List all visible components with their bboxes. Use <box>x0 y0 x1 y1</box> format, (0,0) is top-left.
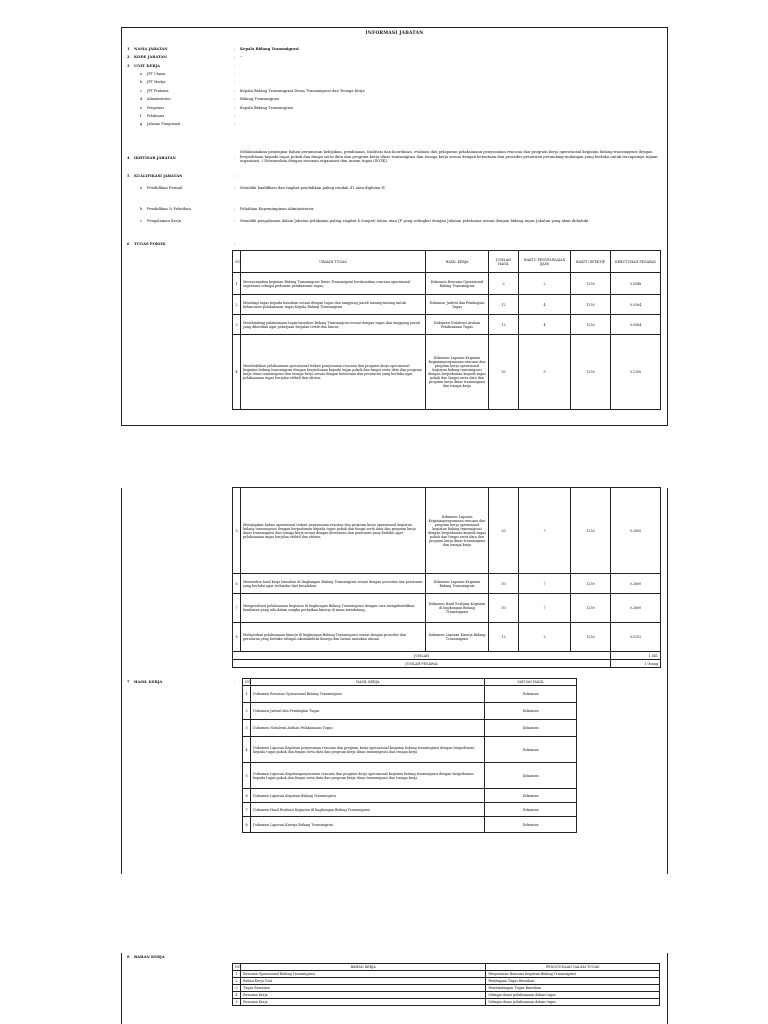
row-number: 3 <box>243 720 251 737</box>
hasil-kerja-cell: Dokumen Notulensi Arahan Pelaksanaan Tugas <box>426 315 489 335</box>
waktu-efektif-cell: 1250 <box>571 315 611 335</box>
jumlah-hasil-cell: 30 <box>489 335 519 410</box>
unit-value: Bidang Transmigrasi <box>240 97 280 101</box>
row-number: 4 <box>233 992 241 999</box>
uraian-tugas-cell: Menyiapkan bahan operasional terkait penyusunan rencana dan program kerja operasional kegiatan bidang transmigrasi dengan berpedoman kepada tugas pokok dan fungsi serta data dan program kerja dinas transmigrasi dan tenaga kerja sesuai dengan ketentuan dan peraturan yang berlaku agar pelaksanaan tugas berjalan efektif dan efisien; <box>241 488 426 574</box>
uraian-tugas-cell: Memeriksa hasil kerja bawahan di lingkungan Bidang Transmigrasi sesuai dengan prosedur dan peraturan yang berlaku agar terhindar dari kesalahan. <box>241 574 426 594</box>
table-header-row: NO HASIL KERJA SATUAN HASIL <box>243 679 577 686</box>
unit-value: Kepala Bidang Transmigrasi Dinas Transmigrasi dan Tenaga Kerja <box>240 89 365 93</box>
table-row <box>243 720 577 737</box>
penggunaan-cell: Sebagai dasar pelaksanaan dalam tugas <box>486 992 660 999</box>
satuan-hasil-cell: Dokumen <box>485 686 577 703</box>
bahan-kerja-cell: Rencana Kerja <box>241 999 486 1006</box>
table-row <box>233 623 661 652</box>
hasil-kerja-cell: Dokumen Laporan Kegiatan Bidang Transmigrasi <box>251 789 485 803</box>
waktu-efektif-cell: 1250 <box>571 295 611 315</box>
row-number: 4 <box>243 737 251 763</box>
unit-label: Pelaksana <box>147 114 165 118</box>
hasil-kerja-cell: Dokumen Hasil Evaluasi Kegiatan di lingkungan Bidang Transmigrasi <box>251 803 485 817</box>
hasil-kerja-cell: Dokumen Laporan Kinerja Bidang Transmigrasi <box>251 817 485 833</box>
hasil-kerja-cell: Dokumen Hasil Evaluasi Kegiatan di lingkungan Bidang Transmigrasi <box>426 594 489 623</box>
hasil-kerja-cell: Dokumen Rencana Operasional Bidang Transmigrasi <box>426 273 489 295</box>
waktu-efektif-cell: 1250 <box>571 335 611 410</box>
satuan-hasil-cell: Dokumen <box>485 817 577 833</box>
uraian-tugas-cell: Mengevaluasi pelaksanaan kegiatan di lingkungan Bidang Transmigrasi dengan cara mengidentifikasi hambatan yang ada dalam rangka perbaikan kinerja di masa mendatang; <box>241 594 426 623</box>
row-number: 4 <box>233 335 241 410</box>
unit-letter: d <box>140 97 143 101</box>
row-number: 6 <box>233 574 241 594</box>
row-number: 8 <box>243 817 251 833</box>
bahan-kerja-cell: Rencana Operasional Bidang Transmigrasi <box>241 971 486 978</box>
row-number: 1 <box>233 273 241 295</box>
waktu-penyelesaian-cell: 5 <box>519 335 571 410</box>
hasil-kerja-cell: Dokumen Jadwal dan Pembagian Tugas <box>426 295 489 315</box>
table-row <box>233 574 661 594</box>
unit-letter: b <box>140 80 143 84</box>
kebutuhan-pegawai-cell: 0.2800 <box>611 488 661 574</box>
tugas-pokok-table <box>232 250 661 410</box>
table-row <box>233 992 660 999</box>
kebutuhan-pegawai-cell: 0.0048 <box>611 273 661 295</box>
row-number: 7 <box>233 594 241 623</box>
unit-label: JPT Pratama <box>147 89 169 93</box>
unit-letter: c <box>140 89 143 93</box>
row-number: 3 <box>233 985 241 992</box>
hasil-kerja-cell: Dokumen Laporan Kinerja Bidang Transmigrasi <box>426 623 489 652</box>
total-label: JUMLAH <box>233 652 611 660</box>
unit-value: Kepala Bidang Transmigrasi <box>240 106 294 110</box>
penggunaan-cell: Penyusunan Rencana Kegiatan Bidang Transmigrasi <box>486 971 660 978</box>
bahan-kerja-cell: Tugas Bawahan <box>241 985 486 992</box>
table-row <box>233 295 661 315</box>
hasil-kerja-cell: Dokumen Rencana Operasional Bidang Transmigrasi <box>251 686 485 703</box>
kebutuhan-pegawai-cell: 0.0384 <box>611 315 661 335</box>
row-number: 3 <box>233 315 241 335</box>
jumlah-hasil-cell: 12 <box>489 315 519 335</box>
table-row <box>243 789 577 803</box>
table-row <box>233 985 660 992</box>
table-row <box>243 703 577 720</box>
table-row <box>243 763 577 789</box>
hasil-kerja-cell: Dokumen Laporan Kegiatanpenyusunan rencana dan program kerja operasional kegiatan bidang transmigrasi dengan berpedoman kepada tugas pokok dan fungsi serta data dan program kerja dinas transmigrasi dan tenaga kerja <box>251 763 485 789</box>
penggunaan-cell: Sebagai dasar pelaksanaan dalam tugas <box>486 999 660 1006</box>
waktu-penyelesaian-cell: 2 <box>519 623 571 652</box>
kebutuhan-pegawai-cell: 0.0384 <box>611 295 661 315</box>
table-row <box>233 335 661 410</box>
uraian-tugas-cell: Membuktikan pelaksanaan operasional terkait penyusunan rencana dan program kerja operasional kegiatan bidang transmigrasi dengan berpedoman kepada tugas pokok dan fungsi serta data dan program kerja dinas transmigrasi dan tenaga kerja sesuai dengan ketentuan dan peraturan yang berlaku agar pelaksanaan tugas berjalan efektif dan efisien; <box>241 335 426 410</box>
jumlah-row <box>233 652 661 660</box>
row-number: 2 <box>243 703 251 720</box>
jumlah-hasil-cell: 30 <box>489 488 519 574</box>
document-page-1: INFORMASI JABATAN 1 NAMA JABATAN : Kepala Bidang Transmigrasi 2 KODE JABATAN : -- 3 UNIT KERJA : a JPT Utama : b JPT Madya : c JPT Pratama : Kepala Bidang Transmigrasi Dinas Transmigrasi dan Tenaga Kerja d Administrator : Bidang Transmigrasi e Pengawas : Kepala Bidang Transmigrasi f Pelaksana : g Jabatan Fungsional : 4 IKHTISAR JABATAN : Melaksanakan penyiapan bahan perumusan kebijakan, pembinaan, fasilitasi dan koordinasi, evaluasi dan pelaporan pelaksanaan penyusunan rencana dan program kerja operasional kegiatan bidang transmigrasi dengan berpedoman kepada tugas pokok dan fungsi serta data dan program kerja dinas transmigrasi dan tenaga kerja sesuai dengan ketentuan dan prosedur peraturan perundang-undangan yang berlaku untuk tercapainya tujuan organisasi. ( Dirumuskan dengan susunan organisasi dan uraian tugas (SOTK). 5 KUALIFIKASI JABATAN : a Pendidikan Formal : Memiliki kualifikasi dan tingkat pendidikan paling rendah S1 atau diploma IV b Pendidikan & Pelatihan : Pelatihan Kepemimpinan Administrator c Pengalaman Kerja : Memiliki pengalaman dalam Jabatan pelaksana paling singkat 4 (empat) tahun atau JF yang setingkat dengan Jabatan pelaksana sesuai dengan bidang tugas Jabatan yang akan diduduki 6 TUGAS POKOK : NO URAIAN TUGAS HASIL KERJA JUMLAH HASIL WAKTU PENYELESAIAN (JAM) WAKTU EFEKTIF KEBUTUHAN PEGAWAI 1 Merencanakan kegiatan Bidang Transmigrasi Dinas Transmigrasi berdasarkan rencana operasional organisasi sebagai pedoman pelaksanaan tugas; Dokumen Rencana Operasional Bidang Transmigrasi 3 2 1250 0.0048 2 Membagi tugas kepada bawahan sesuai dengan tugas dan tanggung jawab masing-masing untuk kelancaran pelaksanaan tugas Kepala Bidang Transmigrasi Dokumen Jadwal dan Pembagian Tugas 12 4 1250 0.0384 3 Membimbing pelaksanaan tugas bawahan Bidang Transmigrasi sesuai dengan tugas dan tanggung jawab yang diberikan agar pekerjaan berjalan tertib dan lancar; Dokumen Notulensi Arahan Pelaksanaan Tugas 12 4 1250 0.0384 4 Membuktikan pelaksanaan operasional terkait penyusunan rencana dan program kerja operasional kegiatan bidang transmigrasi dengan berpedoman kepada tugas pokok dan fungsi serta data dan program kerja dinas transmigrasi dan tenaga kerja sesuai dengan ketentuan dan peraturan yang berlaku agar pelaksanaan tugas berjalan efektif dan efisien; Dokumen Laporan Kegiatan Kegiatanpenyusunan rencana dan program kerja operasional kegiatan bidang transmigrasi dengan berpedoman kepada tugas pokok dan fungsi serta data dan program kerja dinas transmigrasi dan tenaga kerja 30 5 1250 0.1200 <box>121 27 668 426</box>
unit-label: Jabatan Fungsional <box>147 122 181 126</box>
table-row <box>243 737 577 763</box>
row-number: 2 <box>233 978 241 985</box>
penggunaan-cell: Pembagian Tugas Bawahan <box>486 978 660 985</box>
row-number: 6 <box>243 789 251 803</box>
jumlah-hasil-cell: 3 <box>489 273 519 295</box>
table-header-row: NO BAHAN KERJA PENGGUNAAN DALAM TUGAS <box>233 964 660 971</box>
waktu-efektif-cell: 1250 <box>571 488 611 574</box>
hasil-kerja-table <box>242 678 577 833</box>
table-header-row: NO URAIAN TUGAS HASIL KERJA JUMLAH HASIL WAKTU PENYELESAIAN (JAM) WAKTU EFEKTIF KEBUTUHAN PEGAWAI <box>233 251 661 273</box>
waktu-efektif-cell: 1250 <box>571 623 611 652</box>
waktu-efektif-cell: 1250 <box>571 574 611 594</box>
row-number: 5 <box>243 763 251 789</box>
unit-label: JPT Utama <box>147 72 166 76</box>
waktu-penyelesaian-cell: 7 <box>519 594 571 623</box>
tugas-pokok-table-continued <box>232 487 661 668</box>
total-value: 1 Orang <box>611 660 661 668</box>
uraian-tugas-cell: Merencanakan kegiatan Bidang Transmigrasi Dinas Transmigrasi berdasarkan rencana operasional organisasi sebagai pedoman pelaksanaan tugas; <box>241 273 426 295</box>
kebutuhan-pegawai-cell: 0.1200 <box>611 335 661 410</box>
row-number: 1 <box>233 971 241 978</box>
uraian-tugas-cell: Membagi tugas kepada bawahan sesuai dengan tugas dan tanggung jawab masing-masing untuk kelancaran pelaksanaan tugas Kepala Bidang Transmigrasi <box>241 295 426 315</box>
jumlah-hasil-cell: 30 <box>489 574 519 594</box>
waktu-penyelesaian-cell: 7 <box>519 574 571 594</box>
row-number: 8 <box>233 623 241 652</box>
ikhtisar-value: Melaksanakan penyiapan bahan perumusan kebijakan, pembinaan, fasilitasi dan koordinasi, evaluasi dan pelaporan pelaksanaan penyusunan rencana dan program kerja operasional kegiatan bidang transmigrasi dengan berpedoman kepada tugas pokok dan fungsi serta data dan program kerja dinas transmigrasi dan tenaga kerja sesuai dengan ketentuan dan prosedur peraturan perundang-undangan yang berlaku untuk tercapainya tujuan organisasi. ( Dirumuskan dengan susunan organisasi dan uraian tugas (SOTK). <box>240 150 658 164</box>
waktu-penyelesaian-cell: 4 <box>519 295 571 315</box>
table-row <box>243 686 577 703</box>
jumlah-hasil-cell: 30 <box>489 594 519 623</box>
satuan-hasil-cell: Dokumen <box>485 720 577 737</box>
jumlah-hasil-cell: 12 <box>489 623 519 652</box>
hasil-kerja-cell: Dokumen Laporan Kegiatan Kegiatanpenyusunan rencana dan program kerja operasional kegiatan bidang transmigrasi dengan berpedoman kepada tugas pokok dan fungsi serta data dan program kerja dinas transmigrasi dan tenaga kerja <box>426 335 489 410</box>
jumlah-hasil-cell: 12 <box>489 295 519 315</box>
nama-jabatan-value: Kepala Bidang Transmigrasi <box>240 47 299 51</box>
penggunaan-cell: Pembimbingan Tugas Bawahan <box>486 985 660 992</box>
total-label: JUMLAH PEGAWAI <box>233 660 611 668</box>
unit-letter: a <box>140 72 143 76</box>
document-page-3: 8 BAHAN KERJA NO BAHAN KERJA PENGGUNAAN DALAM TUGAS 1 Rencana Operasional Bidang Transmigrasi Penyusunan Rencana Kegiatan Bidang Transmigrasi 2 Beban Kerja Unit Pembagian Tugas Bawahan 3 Tugas Bawahan Pembimbingan Tugas Bawahan 4 Rencana Kerja Sebagai dasar pelaksanaan dalam tugas 5 Rencana Kerja Sebagai dasar pelaksanaan dalam tugas <box>121 953 668 1024</box>
table-row <box>233 971 660 978</box>
table-row <box>243 803 577 817</box>
table-row <box>233 315 661 335</box>
satuan-hasil-cell: Dokumen <box>485 803 577 817</box>
table-row <box>233 594 661 623</box>
table-row <box>243 817 577 833</box>
satuan-hasil-cell: Dokumen <box>485 789 577 803</box>
row-number: 5 <box>233 488 241 574</box>
total-value: 1.041 <box>611 652 661 660</box>
unit-letter: f <box>140 114 142 118</box>
hasil-kerja-cell: Dokumen Jadwal dan Pembagian Tugas <box>251 703 485 720</box>
hasil-kerja-cell: Dokumen Notulensi Arahan Pelaksanaan Tugas <box>251 720 485 737</box>
page-title: INFORMASI JABATAN <box>365 31 424 36</box>
bahan-kerja-cell: Rencana Kerja <box>241 992 486 999</box>
waktu-efektif-cell: 1250 <box>571 273 611 295</box>
unit-letter: g <box>140 122 143 126</box>
waktu-penyelesaian-cell: 7 <box>519 488 571 574</box>
kebutuhan-pegawai-cell: 0.2800 <box>611 574 661 594</box>
table-row <box>233 999 660 1006</box>
uraian-tugas-cell: Membimbing pelaksanaan tugas bawahan Bidang Transmigrasi sesuai dengan tugas dan tanggung jawab yang diberikan agar pekerjaan berjalan tertib dan lancar; <box>241 315 426 335</box>
table-row <box>233 978 660 985</box>
table-row <box>233 273 661 295</box>
bahan-kerja-cell: Beban Kerja Unit <box>241 978 486 985</box>
satuan-hasil-cell: Dokumen <box>485 737 577 763</box>
hasil-kerja-cell: Dokumen Laporan Kegiatan penyusunan rencana dan program kerja operasional kegiatan bidang transmigrasi dengan berpedoman kepada tugas pokok dan fungsi serta data dan program kerja dinas transmigrasi dan tenaga kerja <box>251 737 485 763</box>
table-row <box>233 488 661 574</box>
waktu-penyelesaian-cell: 2 <box>519 273 571 295</box>
unit-label: Pengawas <box>147 106 165 110</box>
bahan-kerja-table <box>232 963 660 1006</box>
unit-letter: e <box>140 106 143 110</box>
row-number: 1 <box>243 686 251 703</box>
unit-label: JPT Madya <box>147 80 166 84</box>
kebutuhan-pegawai-cell: 0.2800 <box>611 594 661 623</box>
kebutuhan-pegawai-cell: 0.0192 <box>611 623 661 652</box>
document-page-2: 5 Menyiapkan bahan operasional terkait penyusunan rencana dan program kerja operasional kegiatan bidang transmigrasi dengan berpedoman kepada tugas pokok dan fungsi serta data dan program kerja dinas transmigrasi dan tenaga kerja sesuai dengan ketentuan dan peraturan yang berlaku agar pelaksanaan tugas berjalan efektif dan efisien; Dokumen Laporan Kegiatanpenyusunan rencana dan program kerja operasional kegiatan bidang transmigrasi dengan berpedoman kepada tugas pokok dan fungsi serta data dan program kerja dinas transmigrasi dan tenaga kerja 30 7 1250 0.2800 6 Memeriksa hasil kerja bawahan di lingkungan Bidang Transmigrasi sesuai dengan prosedur dan peraturan yang berlaku agar terhindar dari kesalahan. Dokumen Laporan Kegiatan Bidang Transmigrasi 30 7 1250 0.2800 7 Mengevaluasi pelaksanaan kegiatan di lingkungan Bidang Transmigrasi dengan cara mengidentifikasi hambatan yang ada dalam rangka perbaikan kinerja di masa mendatang; Dokumen Hasil Evaluasi Kegiatan di lingkungan Bidang Transmigrasi 30 7 1250 0.2800 8 Melaporkan pelaksanaan kinerja di lingkungan Bidang Transmigrasi sesuai dengan prosedur dan peraturan yang berlaku sebagai akuntabilitas kinerja dan bahan masukan atasan Dokumen Laporan Kinerja Bidang Transmigrasi 12 2 1250 0.0192 JUMLAH 1.041 JUMLAH PEGAWAI 1 Orang 7 HASIL KERJA : NO HASIL KERJA SATUAN HASIL 1 Dokumen Rencana Operasional Bidang Transmigrasi Dokumen 2 Dokumen Jadwal dan Pembagian Tugas Dokumen 3 Dokumen Notulensi Arahan Pelaksanaan Tugas Dokumen 4 Dokumen Laporan Kegiatan penyusunan rencana dan program kerja operasional kegiatan bidang transmigrasi dengan berpedoman kepada tugas pokok dan fungsi serta data dan program kerja dinas transmigrasi dan tenaga kerja Dokumen 5 Dokumen Laporan Kegiatanpenyusunan rencana dan program kerja operasional kegiatan bidang transmigrasi dengan berpedoman kepada tugas pokok dan fungsi serta data dan program kerja dinas transmigrasi dan tenaga kerja Dokumen 6 Dokumen Laporan Kegiatan Bidang Transmigrasi Dokumen 7 Dokumen Hasil Evaluasi Kegiatan di lingkungan Bidang Transmigrasi Dokumen 8 Dokumen Laporan Kinerja Bidang Transmigrasi Dokumen <box>121 488 668 874</box>
hasil-kerja-cell: Dokumen Laporan Kegiatanpenyusunan rencana dan program kerja operasional kegiatan bidang transmigrasi dengan berpedoman kepada tugas pokok dan fungsi serta data dan program kerja dinas transmigrasi dan tenaga kerja <box>426 488 489 574</box>
unit-label: Administrator <box>147 97 171 101</box>
satuan-hasil-cell: Dokumen <box>485 703 577 720</box>
waktu-efektif-cell: 1250 <box>571 594 611 623</box>
hasil-kerja-cell: Dokumen Laporan Kegiatan Bidang Transmigrasi <box>426 574 489 594</box>
row-number: 7 <box>243 803 251 817</box>
satuan-hasil-cell: Dokumen <box>485 763 577 789</box>
row-number: 2 <box>233 295 241 315</box>
jumlah-pegawai-row <box>233 660 661 668</box>
row-number: 5 <box>233 999 241 1006</box>
waktu-penyelesaian-cell: 4 <box>519 315 571 335</box>
uraian-tugas-cell: Melaporkan pelaksanaan kinerja di lingkungan Bidang Transmigrasi sesuai dengan prosedur dan peraturan yang berlaku sebagai akuntabilitas kinerja dan bahan masukan atasan <box>241 623 426 652</box>
